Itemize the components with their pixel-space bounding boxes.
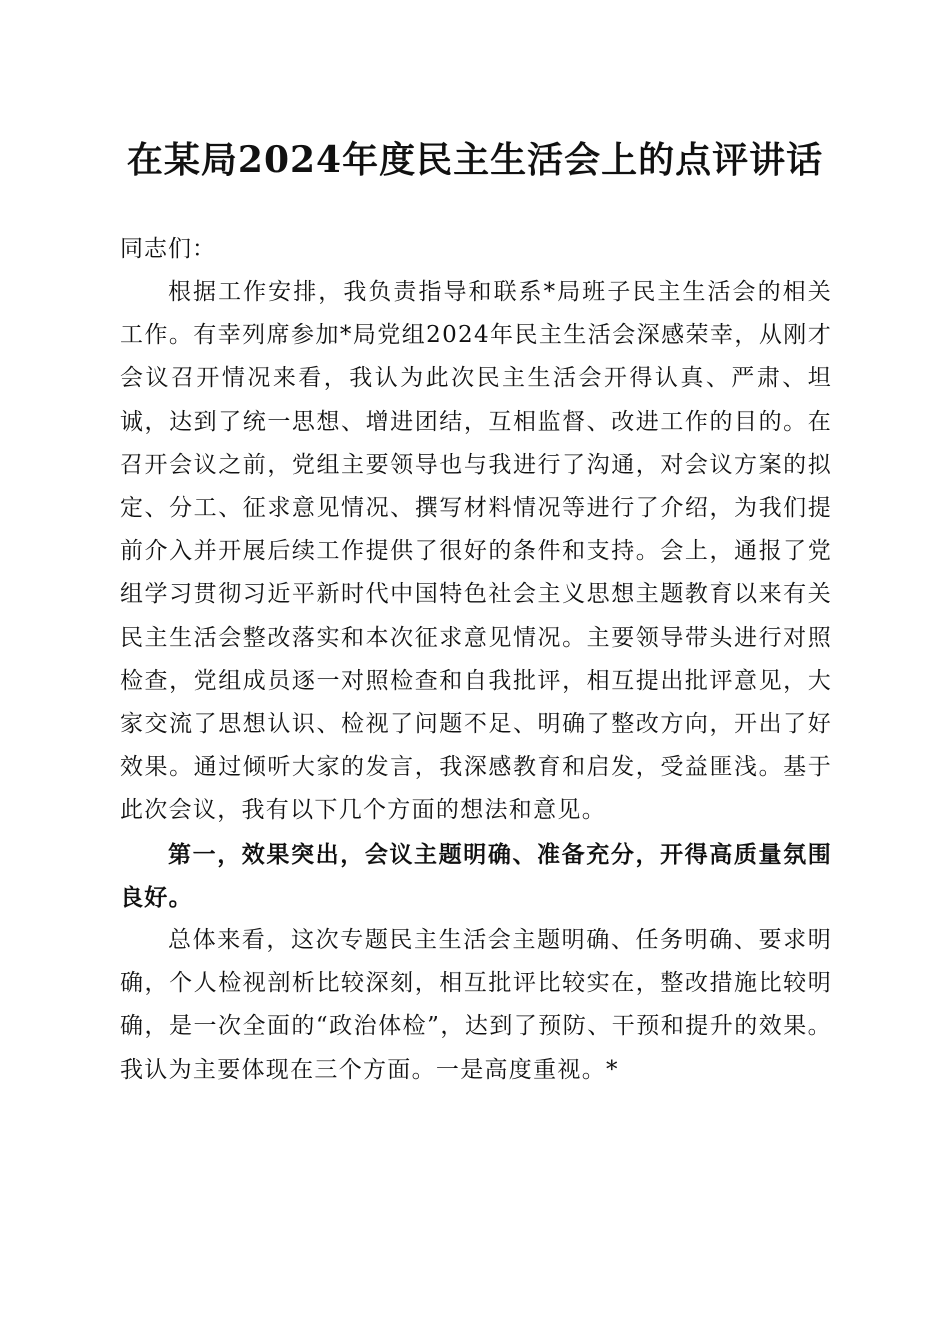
document-title: 在某局2024年度民主生活会上的点评讲话 [126, 139, 824, 181]
salutation: 同志们： [120, 236, 216, 262]
paragraph-overview: 总体来看，这次专题民主生活会主题明确、任务明确、要求明确，个人检视剖析比较深刻，相互批评比较实在，整改措施比较明确，是一次全面的“政治体检”，达到了预防、干预和提升的效果。我认为主要体现在三个方面。一是高度重视。* [120, 927, 832, 1083]
paragraph-intro: 根据工作安排，我负责指导和联系*局班子民主生活会的相关工作。有幸列席参加*局党组2024年民主生活会深感荣幸，从刚才会议召开情况来看，我认为此次民主生活会开得认真、严肃、坦诚，达到了统一思想、增进团结，互相监督、改进工作的目的。在召开会议之前，党组主要领导也与我进行了沟通，对会议方案的拟定、分工、征求意见情况、撰写材料情况等进行了介绍，为我们提前介入并开展后续工作提供了很好的条件和支持。会上，通报了党组学习贯彻习近平新时代中国特色社会主义思想主题教育以来有关民主生活会整改落实和本次征求意见情况。主要领导带头进行对照检查，党组成员逐一对照检查和自我批评，相互提出批评意见，大家交流了思想认识、检视了问题不足、明确了整改方向，开出了好效果。通过倾听大家的发言，我深感教育和启发，受益匪浅。基于此次会议，我有以下几个方面的想法和意见。 [120, 279, 832, 824]
document-body [120, 228, 832, 1092]
section-heading-first: 第一，效果突出，会议主题明确、准备充分，开得高质量氛围良好。 [120, 840, 832, 911]
